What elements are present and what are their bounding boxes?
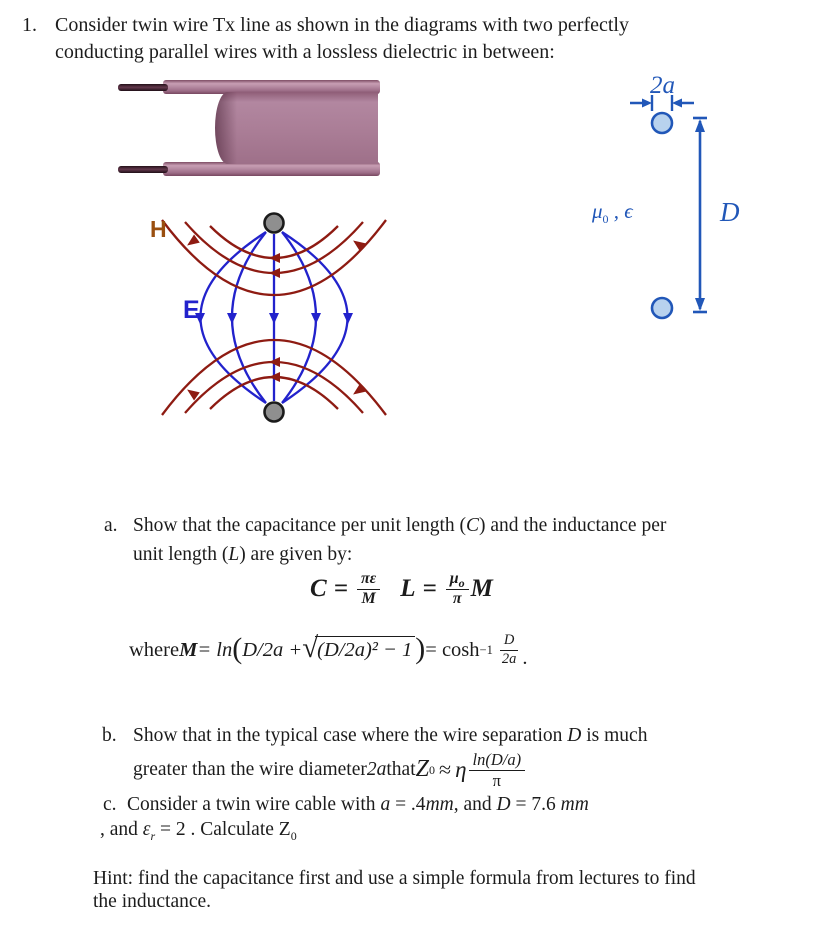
radicand: (D/2a)² − 1 — [315, 636, 415, 662]
diameter-symbol: 2a — [366, 759, 387, 781]
h-field-label: H — [150, 216, 167, 242]
top-conductor-wire — [118, 84, 168, 91]
where-M: M — [179, 638, 198, 661]
d-over-2a-fraction: $\frac{D}{2a}$ — [501, 632, 517, 667]
separation-dimension — [693, 118, 707, 312]
eta-symbol: η — [455, 756, 467, 782]
medium-label — [592, 199, 633, 227]
separation-label: D — [720, 197, 740, 227]
part-b-line-1: Show that in the typical case where the wire separation D is much — [133, 725, 648, 746]
mu-symbol: μ — [592, 199, 603, 223]
twin-wire-3d-figure — [115, 78, 381, 184]
radius-symbol: a — [380, 794, 391, 815]
capacitance-fraction: $\frac{\pi\varepsilon}{M}$ — [357, 571, 380, 608]
left-paren: ( — [232, 632, 243, 665]
bottom-wire-cross-section — [265, 403, 284, 422]
where-arg: D/2a + — [242, 638, 303, 661]
part-c-line-1: Consider a twin wire cable with a = .4mm, and D = 7.6 mm — [127, 794, 589, 815]
mu-subscript: 0 — [602, 212, 609, 227]
intro-line-1: Consider twin wire Tx line as shown in the diagrams with two perfectly — [55, 14, 629, 36]
part-b-label: b. — [102, 725, 117, 746]
top-wire-cross-section — [265, 214, 284, 233]
e-field-arrows — [195, 313, 353, 324]
hint-line-2: the inductance. — [93, 891, 212, 912]
bottom-conductor-wire — [118, 166, 168, 173]
part-a-line-2: unit length (L) are given by: — [133, 544, 353, 565]
separation-symbol: D — [567, 725, 582, 746]
part-c-line-2: , and $\varepsilon_r = 2$ . Calculate $Z_0$ — [100, 819, 297, 843]
square-root — [302, 631, 415, 665]
eq-equals-1: = — [333, 575, 348, 602]
capacitance-symbol: C — [466, 515, 480, 536]
part-c-label: c. — [103, 794, 117, 815]
where-eq-ln: = ln — [197, 638, 233, 661]
e-field-label: E — [183, 296, 200, 324]
impedance-symbol: Z — [415, 756, 429, 783]
mm-unit-2: mm — [560, 794, 589, 815]
eq-equals-2: = — [422, 575, 437, 602]
approx-symbol: ≈ — [439, 756, 452, 782]
capacitance-inductance-equations — [310, 566, 493, 612]
where-eq-cosh: = cosh — [425, 638, 480, 661]
eq-C: C — [310, 575, 327, 602]
intro-line-2: conducting parallel wires with a lossless dielectric in between: — [55, 41, 555, 63]
radical-sign: √ — [302, 631, 319, 664]
where-equation: where M = ln ( D/2a + √ (D/2a)² − 1 ) = cosh −1 $\frac{D}{2a}$ . — [129, 624, 527, 676]
inductance-symbol: L — [228, 544, 240, 565]
dielectric-web — [215, 92, 378, 164]
eq-M: M — [470, 575, 493, 602]
schematic-bottom-wire — [652, 298, 672, 318]
part-a-label: a. — [104, 515, 118, 536]
eq-L: L — [400, 575, 416, 602]
diameter-label: 2a — [650, 72, 675, 99]
right-paren: ) — [415, 632, 426, 665]
separation-symbol-c: D — [496, 794, 511, 815]
problem-number: 1. — [22, 14, 37, 36]
schematic-top-wire — [652, 113, 672, 133]
part-b-line-2: greater than the wire diameter 2a that Z 0 ≈ η $\frac{\ln(D/a)}{\pi}$ — [133, 746, 527, 794]
epsilon-symbol: , ϵ — [608, 199, 633, 223]
where-word: where — [129, 638, 180, 661]
hint-line-1: Hint: find the capacitance first and use a simple formula from lectures to find — [93, 868, 696, 889]
part-a-line-1: Show that the capacitance per unit length (C) and the inductance per — [133, 515, 667, 536]
ln-over-pi-fraction: $\frac{\ln(D/a)}{\pi}$ — [469, 751, 526, 789]
permittivity-subscript: r — [150, 828, 156, 843]
permittivity-symbol: ε — [142, 819, 151, 840]
inductance-fraction: $\frac{\mu_o}{\pi}$ — [446, 571, 469, 608]
z0-subscript: 0 — [290, 828, 297, 843]
period: . — [522, 647, 528, 669]
mm-unit-1: mm — [425, 794, 454, 815]
bottom-insulation-tube — [163, 162, 380, 176]
